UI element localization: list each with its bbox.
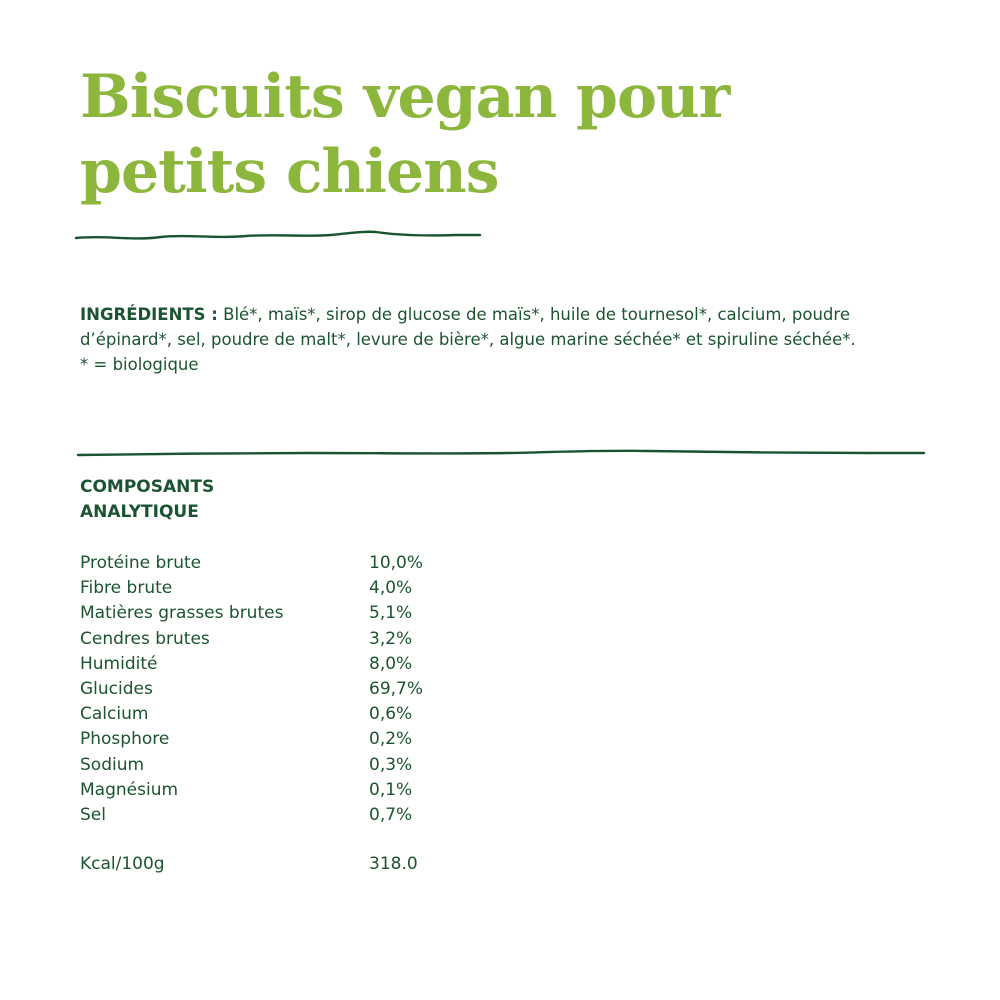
nutrient-value: 69,7% [369,678,424,699]
nutrient-row [80,727,580,752]
nutrient-name: Fibre brute [80,578,173,599]
section-divider [78,445,926,465]
section-divider-line [78,451,924,455]
analytical-heading-line-1: COMPOSANTS [80,477,215,497]
ingredients-block [80,302,930,377]
nutrient-value: 0,7% [369,804,413,825]
nutrient-name: Magnésium [80,779,179,800]
ingredients-list: Blé*, maïs*, sirop de glucose de maïs*, huile de tournesol*, calcium, poudre d’épinard*, sel, poudre de malt*, levure de bière*, algue marine séchée* et spiruline séchée*. [80,305,856,349]
nutrient-row [80,652,580,677]
organic-note: * = biologique [80,355,199,374]
nutrient-row [80,778,580,803]
nutrient-row [80,677,580,702]
nutrient-row [80,576,580,601]
nutrient-value: 0,6% [369,704,413,725]
nutrient-value: 0,3% [369,754,413,775]
nutrient-row [80,551,580,576]
nutrient-name: Sel [80,804,106,825]
nutrient-value: 5,1% [369,603,413,624]
product-title-line-2: petits chiens [80,137,499,207]
title-divider-line [76,232,480,239]
nutrient-value: 8,0% [369,653,413,674]
nutrient-row [80,601,580,626]
nutrient-name: Protéine brute [80,553,202,573]
nutrient-value: 0,1% [369,779,413,800]
nutrient-name: Calcium [80,704,149,725]
nutrient-row [80,753,580,778]
nutrient-name: Glucides [80,678,153,699]
nutrient-table [80,551,580,828]
product-title [80,60,729,210]
ingredients-label: INGRÉDIENTS : [80,305,218,324]
nutrient-row [80,803,580,828]
nutrient-value: 10,0% [369,553,424,573]
energy-label: Kcal/100g [80,854,165,874]
analytical-heading-line-2: ANALYTIQUE [80,502,199,522]
nutrient-value: 0,2% [369,729,413,750]
nutrient-row [80,627,580,652]
energy-value: 318.0 [369,854,418,874]
nutrient-name: Sodium [80,754,145,775]
product-title-line-1: Biscuits vegan pour [80,62,730,132]
nutrient-name: Phosphore [80,729,170,750]
nutrient-value: 4,0% [369,578,413,599]
nutrient-value: 3,2% [369,628,413,649]
energy-row [80,852,580,877]
nutrient-name: Matières grasses brutes [80,603,284,624]
nutrient-name: Humidité [80,653,158,674]
nutrient-name: Cendres brutes [80,628,210,649]
nutrient-row [80,702,580,727]
title-divider [76,226,482,246]
analytical-heading [80,475,214,525]
